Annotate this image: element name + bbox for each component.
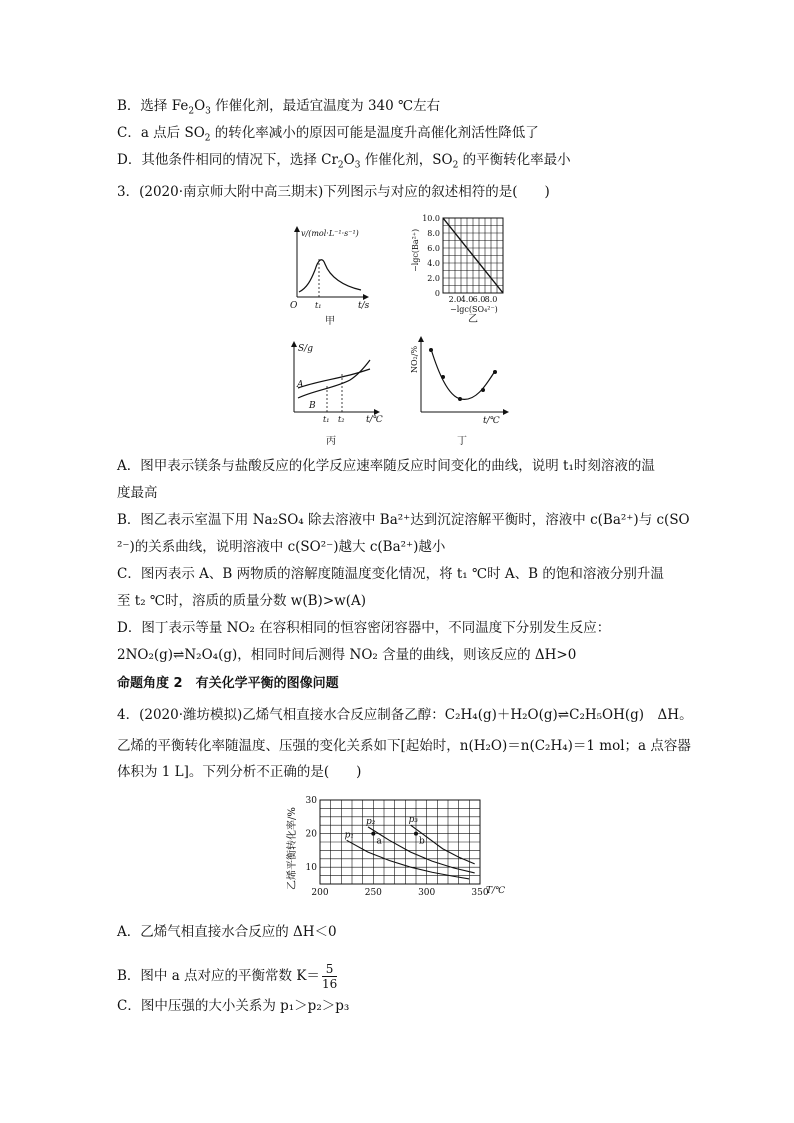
q4-chart-xlabel: T/℃ — [486, 886, 506, 896]
jia-ylabel: v/(mol·L⁻¹·s⁻¹) — [301, 229, 359, 238]
bing-caption: 丙 — [326, 436, 336, 447]
yi-xlabel: −lgc(SO₄²⁻) — [450, 305, 498, 314]
q3-option-d-line1: D．图丁表示等量 NO₂ 在容积相同的恒容密闭容器中，不同温度下分别发生反应： — [117, 620, 611, 636]
yi-ytick: 10.0 — [422, 214, 440, 223]
q3-option-a-line2: 度最高 — [117, 485, 158, 501]
x-tick-label: 250 — [364, 888, 382, 898]
q3-option-c-line1: C．图丙表示 A、B 两物质的溶解度随温度变化情况，将 t₁ ℃时 A、B 的饱和溶液分别升温 — [117, 566, 664, 582]
option-b-prev: B．选择 $Fe_2O_3$ 作催化剂，最适宜温度为 340 ℃左右 — [117, 98, 441, 117]
bing-xlabel: t/℃ — [366, 415, 383, 425]
yi-ytick: 4.0 — [427, 259, 440, 268]
ding-xlabel: t/℃ — [483, 416, 500, 426]
yi-ytick: 2.0 — [427, 274, 440, 283]
series-line — [347, 840, 470, 879]
yi-ylabel: −lgc(Ba²⁺) — [411, 228, 420, 272]
option-d-prev: D．其他条件相同的情况下，选择 $Cr_2O_3$ 作催化剂，$SO_2$ 的平衡转化率最小 — [117, 152, 571, 171]
x-tick-label: 200 — [311, 888, 329, 898]
q4-stem-line1: 4．(2020·潍坊模拟)乙烯气相直接水合反应制备乙醇：C₂H₄(g)＋H₂O(g)⇌C₂H₅OH(g) ΔH。 — [117, 707, 693, 723]
q3-option-a-line1: A．图甲表示镁条与盐酸反应的化学反应速率随反应时间变化的曲线，说明 t₁时刻溶液的温 — [117, 458, 655, 474]
series-label: p₃ — [408, 815, 419, 826]
x-tick-label: 300 — [418, 888, 436, 898]
q4-chart-ylabel: 乙烯平衡转化率/% — [287, 807, 298, 890]
bing-curve-a: A — [297, 380, 304, 390]
q4-chart — [280, 790, 520, 910]
fraction-5-16: $\frac{5}{16}$ — [321, 962, 338, 991]
q3-option-b-line2: ²⁻)的关系曲线，说明溶液中 c(SO²⁻)越大 c(Ba²⁺)越小 — [117, 539, 446, 555]
y-tick-label: 30 — [305, 796, 317, 806]
q4-stem-line3: 体积为 1 L]。下列分析不正确的是( ) — [117, 764, 362, 780]
bing-curve-b: B — [309, 401, 316, 411]
q3-option-b-line1: B．图乙表示室温下用 Na₂SO₄ 除去溶液中 Ba²⁺达到沉淀溶解平衡时，溶液中 c(Ba²⁺)与 c(SO — [117, 512, 690, 528]
option-c-prev: C．a 点后 $SO_2$ 的转化率减小的原因可能是温度升高催化剂活性降低了 — [117, 125, 539, 144]
bing-t1: t₁ — [323, 415, 330, 424]
bing-ylabel: S/g — [298, 344, 313, 354]
ding-caption: 丁 — [457, 436, 467, 447]
q4-option-c: C．图中压强的大小关系为 p₁＞p₂＞p₃ — [117, 998, 350, 1014]
q4-stem-line2: 乙烯的平衡转化率随温度、压强的变化关系如下[起始时，n(H₂O)＝n(C₂H₄)＝1 mol；a 点容器 — [117, 738, 691, 754]
yi-xtick: 8.0 — [484, 295, 498, 304]
point-label: a — [376, 836, 382, 847]
jia-origin: O — [290, 301, 298, 311]
yi-caption: 乙 — [468, 314, 478, 325]
point-label: b — [419, 836, 425, 847]
jia-caption: 甲 — [325, 316, 335, 327]
yi-xtick: 4.0 — [460, 295, 474, 304]
q4-option-a: A．乙烯气相直接水合反应的 ΔH＜0 — [117, 924, 337, 940]
figure-jia — [285, 222, 385, 327]
yi-xtick: 6.0 — [472, 295, 486, 304]
q3-stem: 3．(2020·南京师大附中高三期末)下列图示与对应的叙述相符的是( ) — [117, 184, 550, 200]
yi-ytick: 6.0 — [427, 244, 440, 253]
yi-ytick: 0 — [434, 289, 440, 298]
jia-xlabel: t/s — [358, 301, 370, 311]
y-tick-label: 10 — [305, 863, 317, 874]
series-label: p₂ — [366, 816, 376, 827]
q3-option-c-line2: 至 t₂ ℃时，溶质的质量分数 w(B)>w(A) — [117, 593, 366, 609]
q4-option-b: B．图中 a 点对应的平衡常数 K＝ $\frac{5}{16}$ — [117, 962, 338, 991]
data-point — [414, 832, 418, 836]
figure-bing — [280, 340, 390, 450]
y-tick-label: 20 — [305, 829, 317, 840]
figure-ding — [405, 335, 515, 445]
figure-yi — [400, 212, 520, 325]
data-point — [371, 832, 375, 836]
section-heading: 命题角度 2 有关化学平衡的图像问题 — [117, 676, 339, 691]
x-tick-label: 350 — [471, 888, 489, 898]
yi-ytick: 8.0 — [427, 229, 440, 238]
yi-xtick: 2.0 — [448, 295, 462, 304]
series-label: p₁ — [344, 830, 355, 841]
bing-t2: t₂ — [338, 415, 345, 424]
jia-t1: t₁ — [315, 301, 322, 310]
ding-ylabel: NO₂/% — [410, 345, 419, 373]
q3-option-d-line2: 2NO₂(g)⇌N₂O₄(g)，相同时间后测得 NO₂ 含量的曲线，则该反应的 ΔH>0 — [117, 647, 577, 663]
